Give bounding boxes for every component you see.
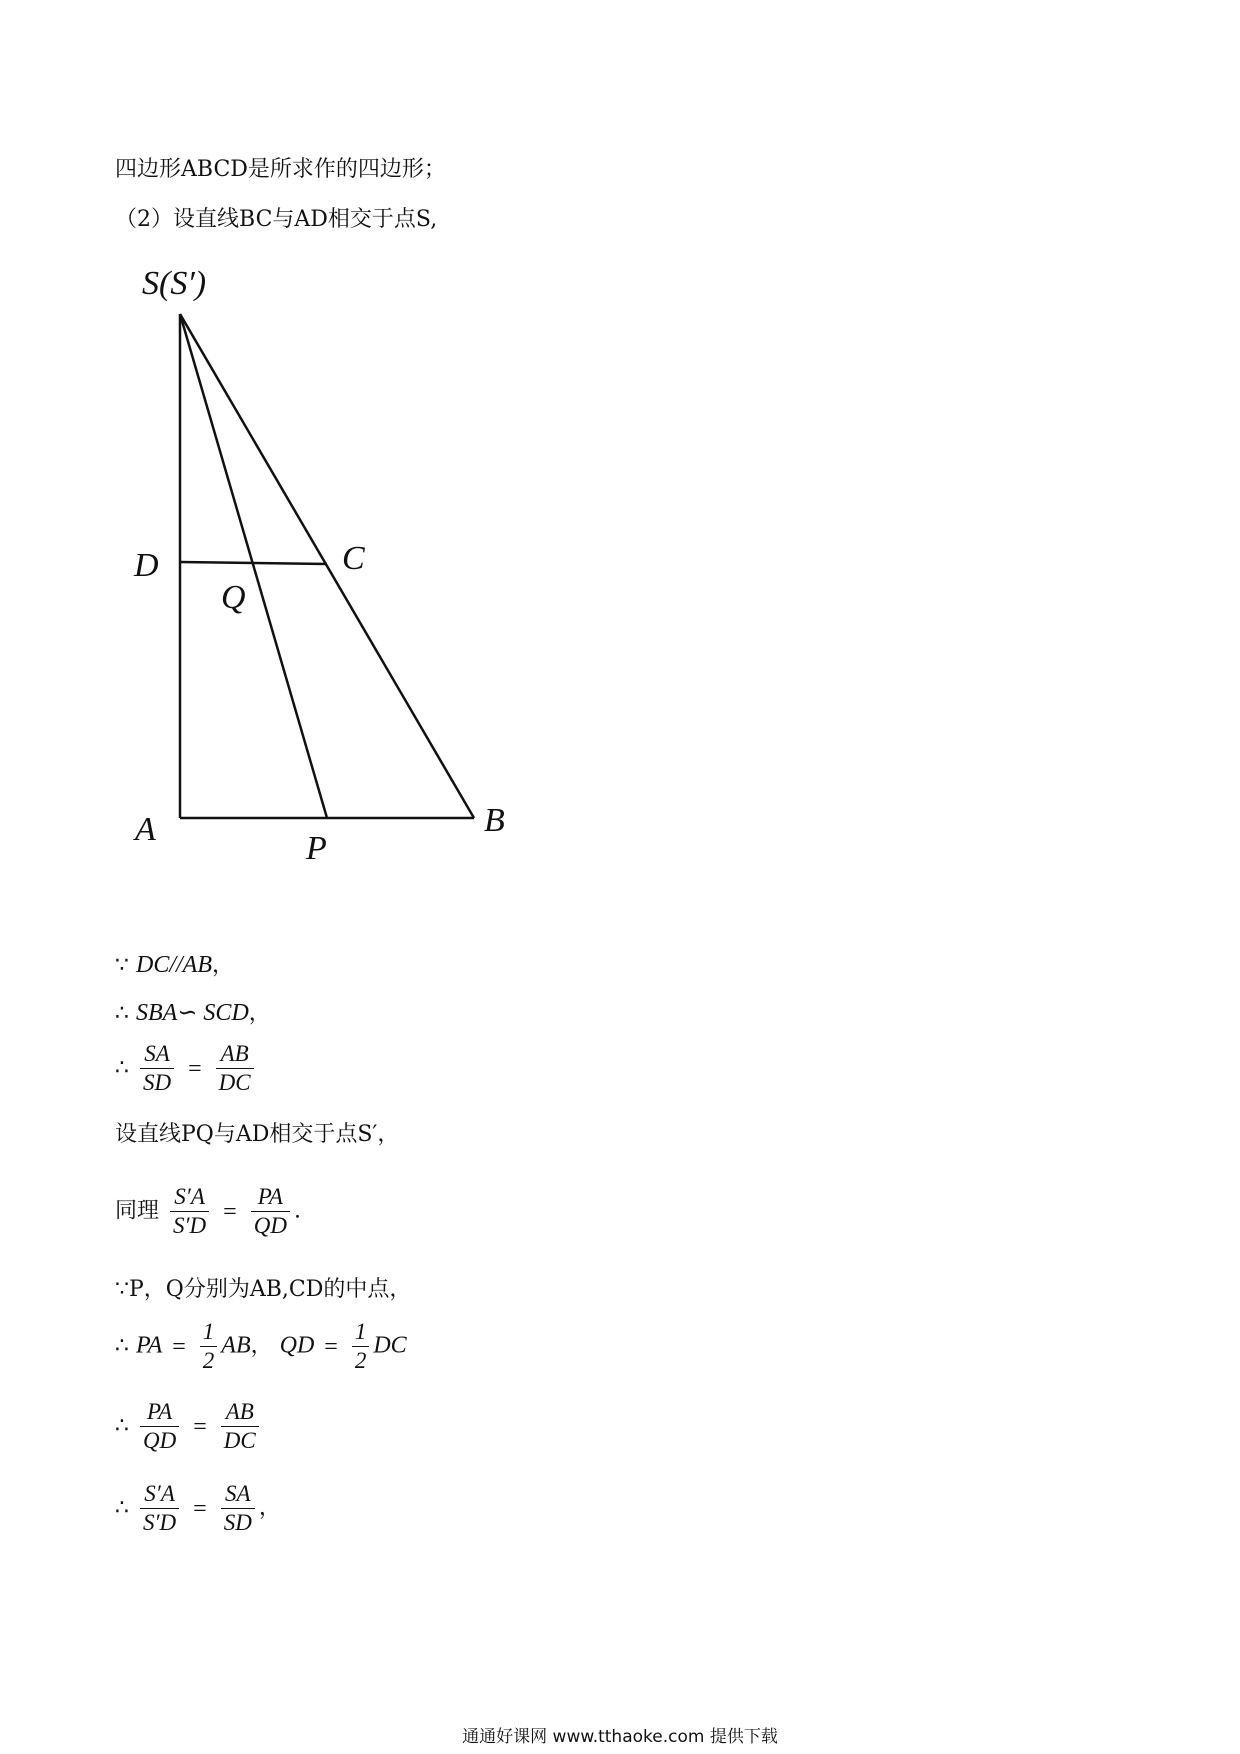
line-11: ∴ $\frac{S'A}{S'D}$ = $\frac{SA}{SD}$ ， (115, 1481, 281, 1535)
label-B: B (484, 802, 505, 839)
fraction: $\frac{1}{2}$ (200, 1318, 218, 1375)
fraction: $\frac{SA}{SD}$ (140, 1040, 174, 1097)
label-D: D (134, 547, 159, 584)
segment-DC (180, 562, 327, 564)
line-10: ∴ $\frac{PA}{QD}$ = $\frac{AB}{DC}$ (115, 1398, 263, 1455)
line-1: 四边形ABCD是所求作的四边形； (115, 157, 446, 182)
label-C: C (342, 540, 365, 577)
fraction: $\frac{S'A}{S'D}$ (170, 1183, 209, 1240)
label-P: P (306, 830, 327, 867)
segment-SB (180, 314, 474, 818)
line-4: ∴ SBA∽ SCD， (115, 1000, 271, 1026)
line-6: 设直线PQ与AD相交于点S′， (115, 1122, 400, 1147)
line-5: ∴ $\frac{SA}{SD}$ = $\frac{AB}{DC}$ (115, 1040, 258, 1097)
line-3: ∵ DC//AB， (115, 952, 235, 978)
fraction: $\frac{S'A}{S'D}$ (140, 1480, 179, 1537)
label-Q: Q (221, 579, 246, 616)
fraction: $\frac{AB}{DC}$ (221, 1398, 259, 1455)
page-footer: 通通好课网 www.tthaoke.com 提供下载 (462, 1727, 778, 1747)
label-S: S(S′) (142, 265, 207, 302)
fraction: $\frac{1}{2}$ (352, 1318, 370, 1375)
fraction: $\frac{AB}{DC}$ (216, 1040, 254, 1097)
line-8: ∵P，Q分别为AB,CD的中点， (115, 1277, 412, 1302)
line-7: 同理 $\frac{S'A}{S'D}$ = $\frac{PA}{QD}$ . (115, 1184, 301, 1238)
fraction: $\frac{PA}{QD}$ (140, 1398, 179, 1455)
fraction: $\frac{PA}{QD}$ (251, 1183, 290, 1240)
label-A: A (135, 811, 156, 848)
fraction: $\frac{SA}{SD}$ (221, 1480, 255, 1537)
line-2: （2）设直线BC与AD相交于点S, (115, 207, 438, 232)
line-9: ∴ PA = $\frac{1}{2}$ AB， QD = $\frac{1}{2}$ DC (115, 1319, 407, 1373)
segment-SP (180, 314, 327, 818)
